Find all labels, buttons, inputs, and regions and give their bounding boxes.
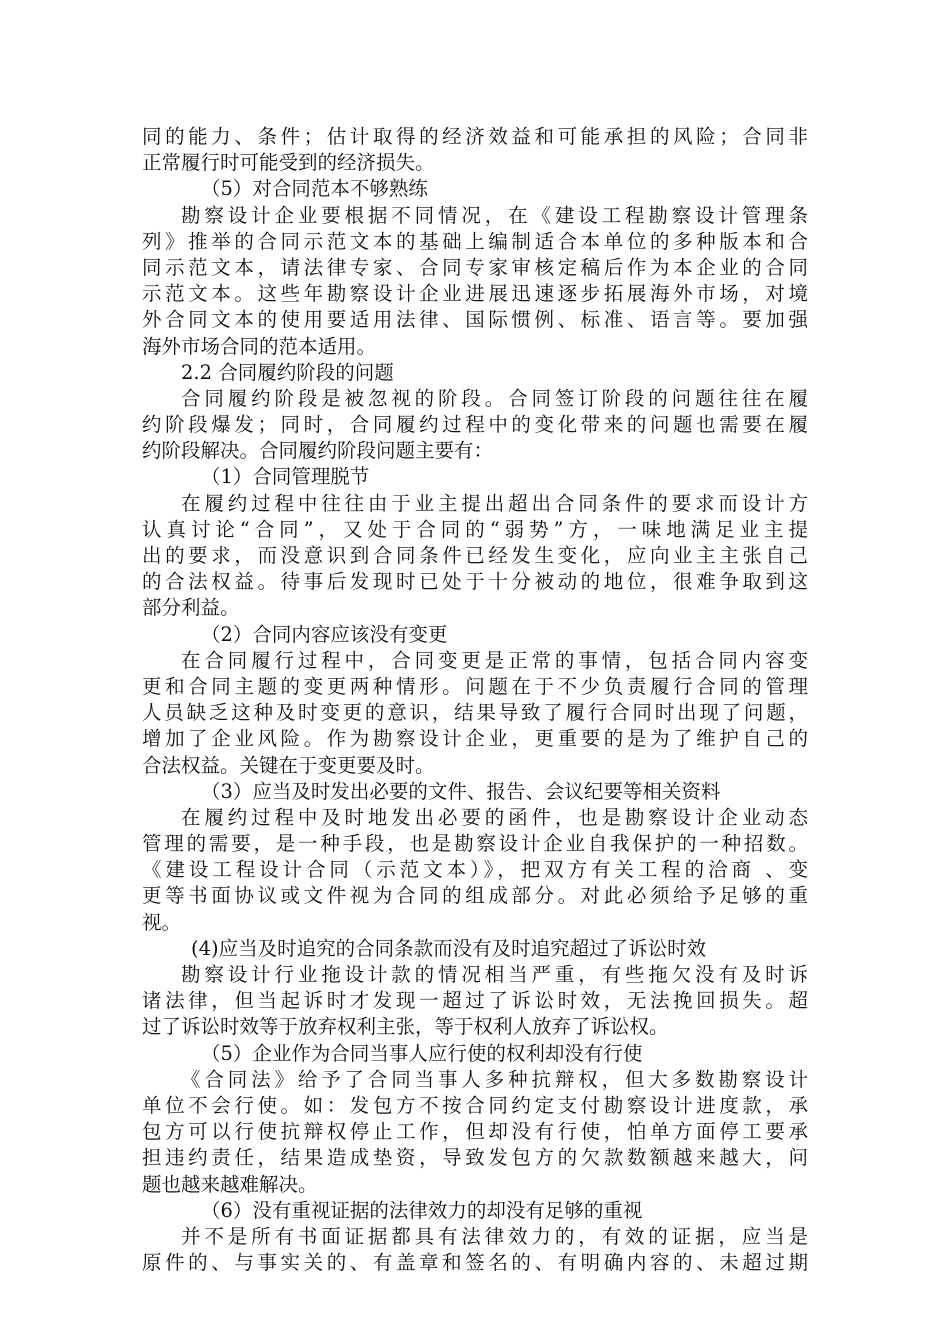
text-line: 认真讨论“合同”，又处于合同的“弱势”方，一味地满足业主提 — [142, 517, 808, 541]
text-line: 并不是所有书面证据都具有法律效力的，有效的证据，应当是 — [181, 1224, 808, 1248]
text-line: 勘察设计企业要根据不同情况，在《建设工程勘察设计管理条 — [181, 203, 808, 227]
text-line: 过了诉讼时效等于放弃权利主张，等于权利人放弃了诉讼权。 — [142, 1015, 669, 1039]
section-heading: （5）对合同范本不够熟练 — [201, 177, 428, 201]
text-line: 勘察设计行业拖设计款的情况相当严重，有些拖欠没有及时诉 — [181, 963, 808, 986]
document-page — [142, 124, 808, 1276]
section-heading: （6）没有重视证据的法律效力的却没有足够的重视 — [201, 1198, 643, 1222]
text-line: 合同履约阶段是被忽视的阶段。合同签订阶段的问题往往在履 — [181, 386, 808, 410]
text-line: 视。 — [142, 910, 182, 934]
text-line: 示范文本。这些年勘察设计企业进展迅速逐步拓展海外市场，对境 — [142, 282, 808, 306]
text-line: 人员缺乏这种及时变更的意识，结果导致了履行合同时出现了问题， — [142, 701, 808, 725]
text-line: 题也越来越难解决。 — [142, 1172, 318, 1196]
text-line: 约阶段爆发；同时，合同履约过程中的变化带来的问题也需要在履 — [142, 413, 808, 437]
text-line: 更和合同主题的变更两种情形。问题在于不少负责履行合同的管理 — [142, 674, 808, 698]
section-heading: （1）合同管理脱节 — [201, 465, 370, 489]
text-line: 诸法律，但当起诉时才发现一超过了诉讼时效，无法挽回损失。超 — [142, 989, 808, 1013]
text-line: 《合同法》给予了合同当事人多种抗辩权，但大多数勘察设计 — [181, 1067, 808, 1091]
text-line: 《建设工程设计合同（示范文本）》，把双方有关工程的洽商 、变 — [142, 858, 808, 882]
section-heading: （3）应当及时发出必要的文件、报告、会议纪要等相关资料 — [201, 779, 721, 803]
text-line: 外合同文本的使用要适用法律、国际惯例、标准、语言等。要加强 — [142, 308, 808, 332]
text-line: 管理的需要，是一种手段，也是勘察设计企业自我保护的一种招数。 — [142, 832, 808, 856]
text-line: 增加了企业风险。作为勘察设计企业，更重要的是为了维护自己的 — [142, 727, 808, 751]
text-line: 在合同履行过程中，合同变更是正常的事情，包括合同内容变 — [181, 648, 808, 672]
text-line: 部分利益。 — [142, 596, 240, 620]
text-line: 包方可以行使抗辩权停止工作，但却没有行使，怕单方面停工要承 — [142, 1120, 808, 1144]
text-line: 合法权益。关键在于变更要及时。 — [142, 753, 435, 777]
text-line: 同示范文本，请法律专家、合同专家审核定稿后作为本企业的合同 — [142, 255, 808, 279]
text-line: 正常履行时可能受到的经济损失。 — [142, 151, 435, 175]
text-line: 的合法权益。待事后发现时已处于十分被动的地位，很难争取到这 — [142, 570, 808, 594]
text-line: 海外市场合同的范本适用。 — [142, 334, 377, 358]
text-line: 单位不会行使。如：发包方不按合同约定支付勘察设计进度款，承 — [142, 1093, 808, 1117]
section-heading: (4)应当及时追究的合同条款而没有及时追究超过了诉讼时效 — [191, 936, 707, 960]
text-line: 更等书面协议或文件视为合同的组成部分。对此必须给予足够的重 — [142, 884, 808, 908]
section-heading: （2）合同内容应该没有变更 — [201, 622, 448, 646]
text-line: 在履约过程中往往由于业主提出超出合同条件的要求而设计方 — [181, 491, 808, 515]
section-heading: 2.2 合同履约阶段的问题 — [181, 360, 394, 384]
text-line: 同的能力、条件；估计取得的经济效益和可能承担的风险；合同非 — [142, 125, 808, 148]
section-heading: （5）企业作为合同当事人应行使的权利却没有行使 — [201, 1041, 643, 1065]
text-line: 担违约责任，结果造成垫资，导致发包方的欠款数额越来越大，问 — [142, 1146, 808, 1170]
text-line: 约阶段解决。合同履约阶段问题主要有： — [142, 439, 494, 463]
text-line: 列》推举的合同示范文本的基础上编制适合本单位的多种版本和合 — [142, 229, 808, 253]
text-line: 出的要求，而没意识到合同条件已经发生变化，应向业主主张自己 — [142, 544, 808, 567]
text-line: 原件的、与事实关的、有盖章和签名的、有明确内容的、未超过期 — [142, 1251, 808, 1275]
text-line: 在履约过程中及时地发出必要的函件，也是勘察设计企业动态 — [181, 805, 808, 829]
